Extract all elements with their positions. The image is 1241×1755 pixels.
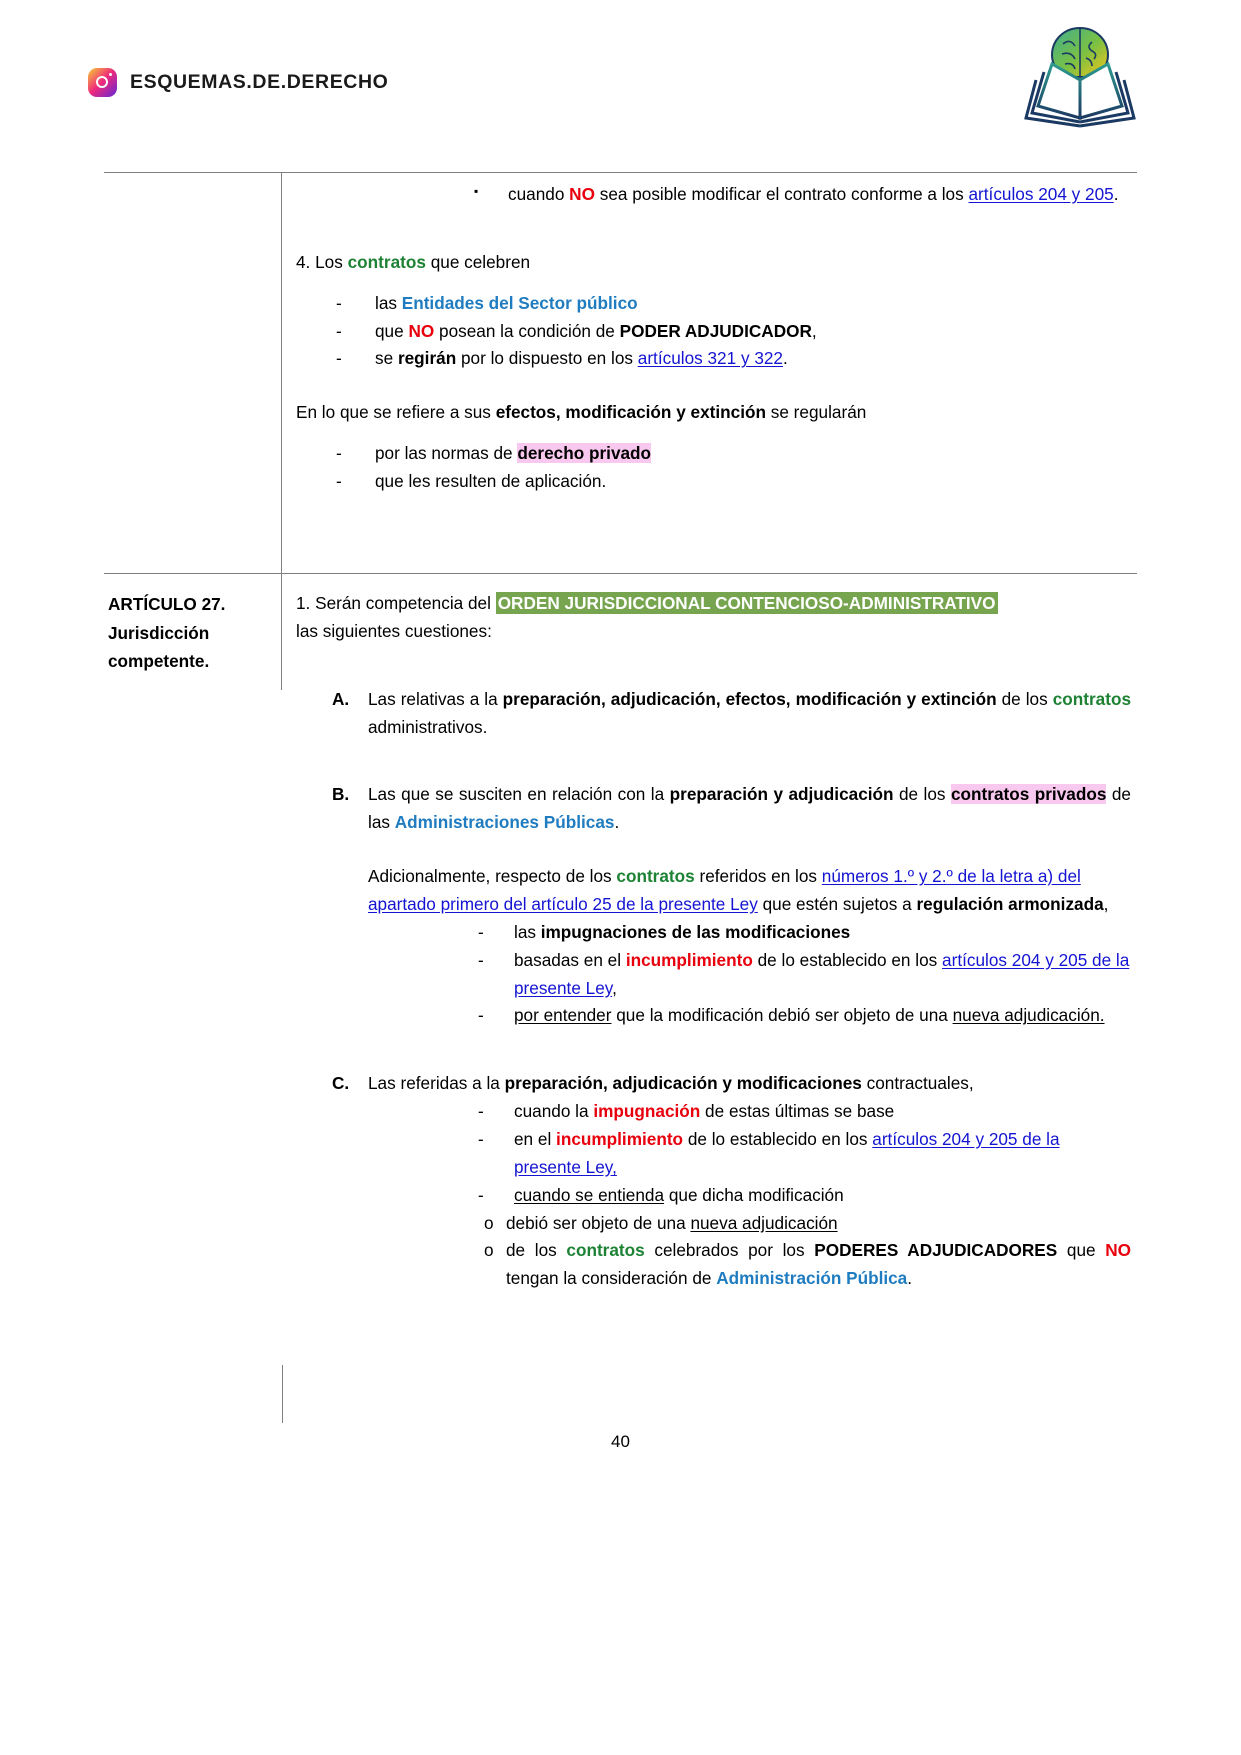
dash-bullet-icon: - (478, 1129, 484, 1150)
dash-list (296, 1098, 1131, 1209)
list-item (296, 781, 1131, 837)
underline-run: nueva adjudicación. (952, 1005, 1105, 1026)
article-title-line: competente. (108, 651, 210, 672)
text-run: de lo establecido en los (683, 1129, 873, 1150)
dash-bullet-icon: - (336, 320, 342, 341)
text-run: contractuales, (861, 1073, 974, 1094)
alpha-marker: A. (332, 688, 350, 709)
dash-bullet-icon: - (478, 921, 484, 942)
circle-list (296, 1210, 1131, 1294)
brand-block (88, 68, 388, 97)
list-item (296, 1210, 1131, 1238)
article-title-line: Jurisdicción (108, 622, 210, 643)
left-column-cell (104, 574, 282, 1366)
list-item (296, 440, 1131, 468)
dash-bullet-icon: - (478, 949, 484, 970)
keyword-no: NO (1105, 1240, 1131, 1261)
text-run: en el (514, 1129, 557, 1150)
highlight-orden-jurisdiccional: ORDEN JURISDICCIONAL CONTENCIOSO-ADMINISTRATIVO (497, 593, 996, 613)
text-run: cuando (508, 184, 570, 204)
alpha-marker: B. (332, 784, 350, 805)
dash-list (368, 919, 1131, 1030)
text-run: que les resulten de aplicación. (375, 471, 607, 492)
brain-lightbulb-book-logo (1016, 14, 1144, 132)
bold-run: preparación y adjudicación (669, 784, 894, 805)
text-run: . (783, 348, 788, 369)
bold-run: PODERES ADJUDICADORES (814, 1240, 1058, 1261)
right-column-cell (282, 574, 1137, 1366)
text-run: de los (893, 784, 951, 805)
bold-run: preparación, adjudicación, efectos, modificación y extinción (502, 688, 997, 709)
text-run: cuando la (514, 1101, 594, 1122)
dash-list (296, 290, 1131, 374)
right-column-cell (282, 173, 1137, 574)
text-run: En lo que se refiere a sus (296, 402, 496, 423)
dash-list (296, 440, 1131, 496)
bold-run: preparación, adjudicación y modificaciones (504, 1073, 862, 1094)
list-item (296, 1070, 1131, 1098)
list-item (296, 318, 1131, 346)
instagram-icon (88, 68, 117, 97)
adicional-block (296, 863, 1131, 1030)
paragraph-efectos (296, 399, 1131, 427)
keyword-administracion-publica: Administración Pública (716, 1268, 908, 1289)
highlight-contratos-privados: contratos privados (950, 784, 1107, 805)
dash-bullet-icon: - (336, 443, 342, 464)
article-title-line: ARTÍCULO 27. (108, 594, 226, 614)
keyword-entidades: Entidades del Sector público (401, 292, 638, 313)
text-run: , (811, 320, 817, 341)
text-run: se (375, 348, 398, 369)
keyword-no: NO (569, 184, 595, 204)
keyword-contratos: contratos (1052, 688, 1131, 709)
text-run: que la modificación debió ser objeto de una (611, 1005, 953, 1026)
table-row (104, 173, 1137, 574)
list-item (296, 345, 1131, 373)
list-item (368, 947, 1131, 1003)
dash-bullet-icon: - (478, 1101, 484, 1122)
text-run: . (1113, 184, 1119, 204)
underline-run: cuando se entienda (514, 1184, 665, 1205)
list-item (368, 1098, 1131, 1126)
article-intro (296, 590, 1131, 646)
text-run: . (907, 1268, 913, 1289)
list-item (296, 468, 1131, 496)
bold-run: efectos, modificación y extinción (495, 402, 766, 423)
text-run: basadas en el (514, 949, 626, 970)
text-run: que (1057, 1240, 1106, 1261)
text-run: de estas últimas se base (700, 1101, 895, 1122)
text-run: las (375, 292, 402, 313)
text-run: , (1103, 894, 1109, 915)
list-item (368, 1182, 1131, 1210)
text-run: Adicionalmente, respecto de los (368, 866, 617, 887)
text-run: que (375, 320, 409, 341)
list-item (296, 181, 1131, 209)
page-number: 40 (611, 1432, 630, 1451)
text-run: de lo establecido en los (752, 949, 943, 970)
list-item (368, 1002, 1131, 1030)
text-run: que dicha modificación (664, 1184, 844, 1205)
article-link[interactable]: artículos 321 y 322 (637, 348, 783, 369)
text-run: debió ser objeto de una (506, 1212, 691, 1233)
adicional-paragraph (368, 863, 1131, 919)
bold-run: PODER ADJUDICADOR (619, 320, 812, 341)
article-link[interactable]: artículos 204 y 205 de la presente Ley, (514, 1129, 1060, 1177)
keyword-administraciones: Administraciones Públicas (394, 812, 615, 833)
text-run: Las que se susciten en relación con la (368, 784, 670, 805)
dash-bullet-icon: - (336, 348, 342, 369)
text-run: 4. Los (296, 251, 348, 272)
alpha-marker: C. (332, 1073, 350, 1094)
text-run: de los (996, 688, 1053, 709)
bold-run: regulación armonizada (916, 894, 1104, 915)
text-run: sea posible modificar el contrato conforme a los (594, 184, 969, 204)
keyword-incumplimiento: incumplimiento (625, 949, 753, 970)
underline-run: nueva adjudicación (690, 1212, 838, 1233)
list-item (296, 686, 1131, 742)
dash-bullet-icon: - (336, 292, 342, 313)
text-run: , (612, 977, 617, 998)
list-item (368, 1126, 1131, 1182)
left-column-cell (104, 173, 282, 574)
text-run: se regularán (765, 402, 867, 423)
square-bullet-icon: ▪ (474, 183, 479, 198)
keyword-incumplimiento: incumplimiento (556, 1129, 684, 1150)
text-run: Las relativas a la (368, 688, 503, 709)
text-run: posean la condición de (434, 320, 620, 341)
highlight-derecho-privado: derecho privado (517, 443, 652, 464)
underline-run: por entender (514, 1005, 612, 1026)
article-link[interactable]: artículos 204 y 205 (968, 184, 1114, 204)
bold-run: regirán (397, 348, 457, 369)
dash-bullet-icon: - (478, 1184, 484, 1205)
page-header (0, 0, 1241, 172)
circle-bullet-icon: o (484, 1212, 494, 1233)
table-tail (104, 1365, 1137, 1423)
text-run: 1. Serán competencia del (296, 593, 496, 613)
text-run: las (514, 921, 541, 942)
text-run: que celebren (425, 251, 531, 272)
list-item (296, 290, 1131, 318)
instagram-handle: ESQUEMAS.DE.DERECHO (130, 71, 389, 93)
text-run: de los (506, 1240, 567, 1261)
text-run: . (614, 812, 620, 833)
keyword-no: NO (408, 320, 435, 341)
text-run: administrativos. (368, 716, 488, 737)
text-run: celebrados por los (644, 1240, 815, 1261)
text-run: por lo dispuesto en los (456, 348, 638, 369)
text-run: tengan la consideración de (506, 1268, 717, 1289)
article-link[interactable]: números 1.º y 2.º de la letra a) del apartado primero del artículo 25 de la presente Ley (368, 866, 1081, 915)
table-row (104, 574, 1137, 1366)
text-run: por las normas de (375, 443, 518, 464)
text-run: que estén sujetos a (757, 894, 917, 915)
text-run: las siguientes cuestiones: (296, 620, 492, 641)
list-item (368, 919, 1131, 947)
text-run: Las referidas a la (368, 1073, 505, 1094)
circle-bullet-icon: o (484, 1240, 494, 1261)
text-run: referidos en los (694, 866, 822, 887)
bold-run: impugnaciones de las modificaciones (540, 921, 851, 942)
article-link[interactable]: artículos 204 y 205 de la presente Ley (514, 949, 1130, 998)
paragraph-4 (296, 249, 1131, 277)
text-run: de las (368, 784, 1131, 833)
article-table (104, 172, 1137, 1365)
keyword-contratos: contratos (616, 866, 695, 887)
keyword-impugnacion: impugnación (593, 1101, 701, 1122)
dash-bullet-icon: - (478, 1005, 484, 1026)
list-item (296, 1237, 1131, 1293)
dash-bullet-icon: - (336, 471, 342, 492)
keyword-contratos: contratos (566, 1240, 645, 1261)
keyword-contratos: contratos (347, 251, 426, 272)
